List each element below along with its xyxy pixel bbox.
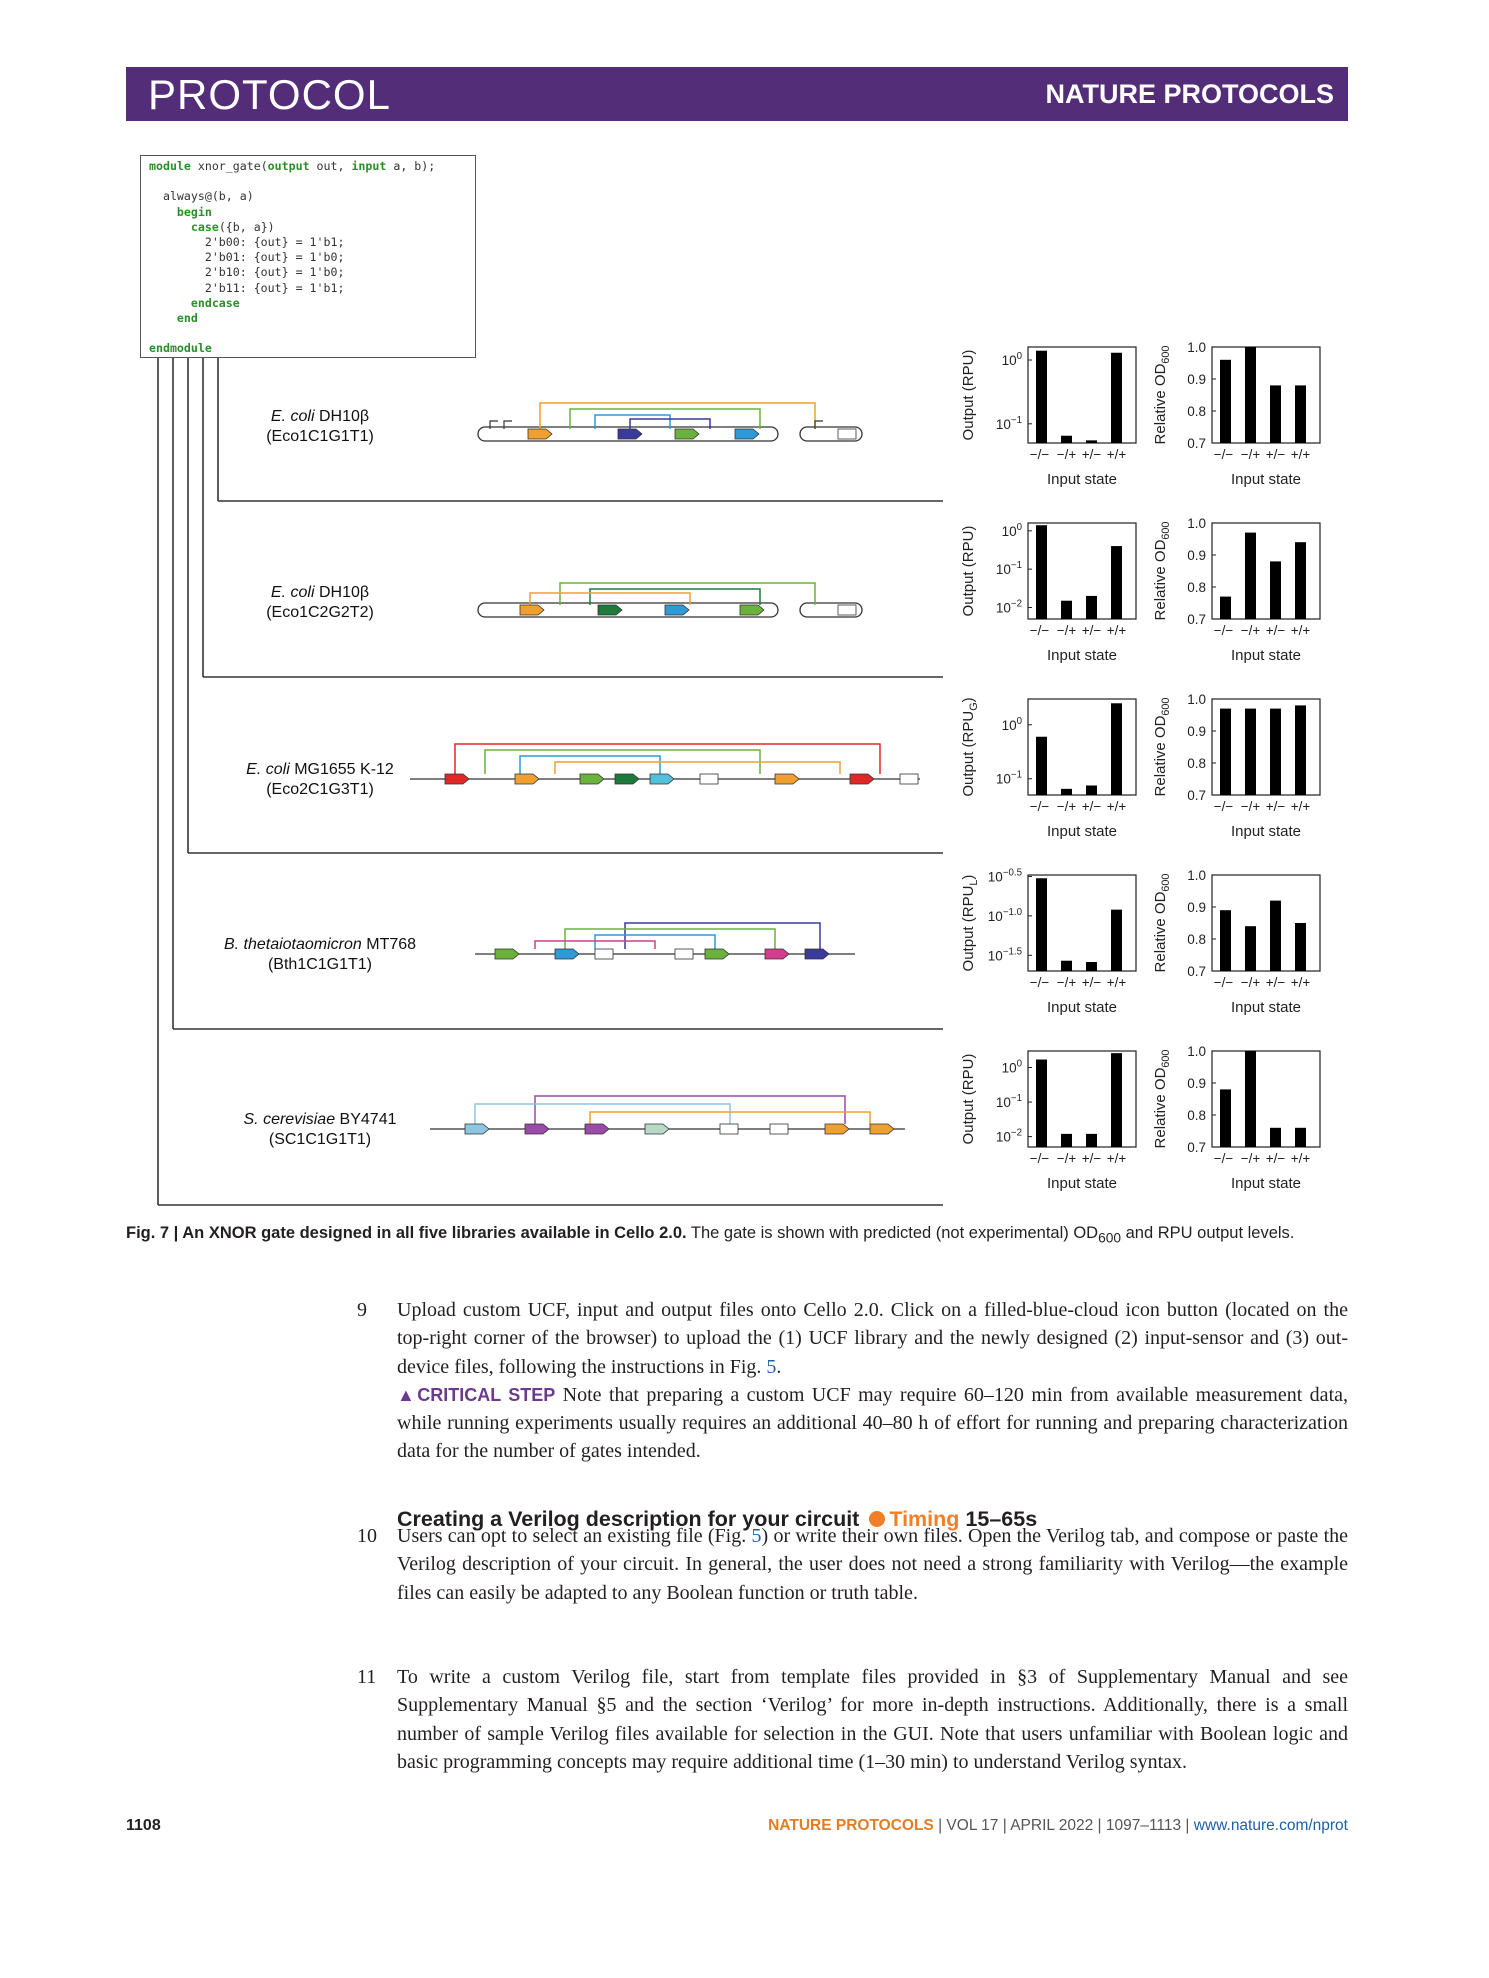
chart-bth1c1g1t1-od-ytick-label: 0.7 bbox=[1187, 964, 1206, 979]
chart-eco2c1g3t1-od-ytick-label: 1.0 bbox=[1187, 692, 1206, 707]
chart-eco2c1g3t1-od-xtick-label: −/+ bbox=[1240, 799, 1261, 814]
chart-sc1c1g1t1-output-xtick-label: −/− bbox=[1029, 1151, 1050, 1166]
chart-sc1c1g1t1-od-bar-2 bbox=[1270, 1128, 1281, 1147]
chart-eco1c2g2t2-od-bar-3 bbox=[1295, 542, 1306, 619]
chart-bth1c1g1t1-od-bar-0 bbox=[1220, 910, 1231, 971]
chart-eco1c2g2t2-output-bar-0 bbox=[1036, 525, 1047, 619]
code-line: end bbox=[176, 311, 198, 326]
chart-sc1c1g1t1-output-ylabel: Output (RPU) bbox=[960, 1053, 977, 1145]
chart-eco1c1g1t1-output-xtick-label: +/+ bbox=[1106, 447, 1127, 462]
chart-sc1c1g1t1-output-ytick-label: $10^{-2}$ bbox=[995, 1127, 1022, 1145]
chart-eco2c1g3t1-output-ytick-label: $10^{-1}$ bbox=[995, 769, 1022, 787]
chart-eco1c2g2t2-od-xtick-label: +/+ bbox=[1290, 623, 1311, 638]
chart-sc1c1g1t1-od-ytick-label: 0.9 bbox=[1187, 1076, 1206, 1091]
chart-eco1c1g1t1-od-bar-1 bbox=[1245, 347, 1256, 443]
chart-eco1c1g1t1-output-xtick-label: +/− bbox=[1081, 447, 1102, 462]
chart-eco2c1g3t1-od-bar-2 bbox=[1270, 709, 1281, 795]
chart-eco1c1g1t1-output-ytick-label: $10^0$ bbox=[1001, 351, 1022, 369]
chart-eco1c1g1t1-od-ylabel: Relative $OD_{600}$ bbox=[1152, 345, 1172, 445]
chart-eco1c1g1t1-output-xtick-label: −/+ bbox=[1056, 447, 1077, 462]
figure-caption: Fig. 7 | An XNOR gate designed in all five libraries available in Cello 2.0. The gate is shown with predicted (not experimental) $OD_{600}$ and RPU output levels. bbox=[126, 1224, 1295, 1246]
chart-eco1c1g1t1-output-bar-2 bbox=[1086, 440, 1097, 443]
chart-sc1c1g1t1-od-bar-3 bbox=[1295, 1128, 1306, 1147]
chart-bth1c1g1t1-output-bar-2 bbox=[1086, 962, 1097, 971]
library-label-1: E. coli DH10β (Eco1C1G1T1) bbox=[266, 408, 374, 445]
chart-bth1c1g1t1-od-ylabel: Relative $OD_{600}$ bbox=[1152, 873, 1172, 973]
chart-bth1c1g1t1-od-ytick-label: 0.8 bbox=[1187, 932, 1206, 947]
chart-eco1c2g2t2-od-xlabel: Input state bbox=[1230, 647, 1302, 664]
library-label-2: E. coli DH10β (Eco1C2G2T2) bbox=[266, 584, 374, 621]
chart-eco2c1g3t1-output-xtick-label: −/+ bbox=[1056, 799, 1077, 814]
section-heading: Creating a Verilog description for your circuit Timing 15–65s bbox=[397, 1507, 1038, 1531]
chart-eco2c1g3t1-output-xtick-label: +/+ bbox=[1106, 799, 1127, 814]
chart-eco1c1g1t1-od-xtick-label: −/− bbox=[1213, 447, 1234, 462]
code-line: 2'b01: {out} = 1'b0; bbox=[204, 250, 345, 265]
step-11: 11 To write a custom Verilog file, start from template files provided in §3 of Supplementary Manual and see Supplementary Manual §5 and the section ‘Verilog’ for more in-depth instructions. Additionally, there is a small number of sample Verilog files available for selection in the GUI. Note that users unfamiliar with Boolean logic and basic programming concepts may require additional time (1–30 min) to understand Verilog syntax. bbox=[357, 1666, 1348, 1773]
chart-sc1c1g1t1-od-xlabel: Input state bbox=[1230, 1175, 1302, 1192]
chart-bth1c1g1t1-output-xtick-label: −/− bbox=[1029, 975, 1050, 990]
chart-eco2c1g3t1-od-xtick-label: +/+ bbox=[1290, 799, 1311, 814]
chart-eco1c2g2t2-od-xtick-label: +/− bbox=[1265, 623, 1286, 638]
chart-sc1c1g1t1-od-bar-1 bbox=[1245, 1051, 1256, 1147]
critical-step-label: ▲CRITICAL STEP bbox=[397, 1384, 556, 1405]
chart-eco1c1g1t1-output-xlabel: Input state bbox=[1046, 471, 1118, 488]
chart-eco2c1g3t1-od-bar-3 bbox=[1295, 705, 1306, 795]
chart-eco2c1g3t1-output-ytick-label: $10^0$ bbox=[1001, 715, 1022, 733]
chart-eco1c2g2t2-output-bar-3 bbox=[1111, 546, 1122, 619]
chart-sc1c1g1t1-output-bar-0 bbox=[1036, 1060, 1047, 1147]
chart-sc1c1g1t1-od-bar-0 bbox=[1220, 1089, 1231, 1147]
chart-bth1c1g1t1-output-ytick-label: $10^{-1.0}$ bbox=[987, 906, 1022, 924]
chart-eco2c1g3t1-output-xtick-label: +/− bbox=[1081, 799, 1102, 814]
chart-eco1c1g1t1-od-xtick-label: −/+ bbox=[1240, 447, 1261, 462]
chart-eco1c1g1t1-output-ytick-label: $10^{-1}$ bbox=[995, 414, 1022, 432]
chart-eco1c2g2t2-od-xtick-label: −/+ bbox=[1240, 623, 1261, 638]
fig5-link[interactable]: 5 bbox=[766, 1355, 777, 1378]
chart-eco1c2g2t2-od-ytick-label: 1.0 bbox=[1187, 516, 1206, 531]
chart-eco1c2g2t2-output-xlabel: Input state bbox=[1046, 647, 1118, 664]
chart-bth1c1g1t1-output-bar-0 bbox=[1036, 878, 1047, 971]
chart-sc1c1g1t1-output-bar-3 bbox=[1111, 1053, 1122, 1147]
library-label-4: B. thetaiotaomicron MT768 (Bth1C1G1T1) bbox=[223, 936, 417, 973]
chart-eco1c2g2t2-od-bar-0 bbox=[1220, 597, 1231, 619]
footer-citation: NATURE PROTOCOLS | VOL 17 | APRIL 2022 | 1097–1113 | www.nature.com/nprot bbox=[768, 1817, 1348, 1834]
chart-eco2c1g3t1-output-xlabel: Input state bbox=[1046, 823, 1118, 840]
chart-sc1c1g1t1-output-xtick-label: +/− bbox=[1081, 1151, 1102, 1166]
fig5-link-2[interactable]: 5 bbox=[751, 1525, 762, 1547]
code-line: begin bbox=[176, 204, 212, 219]
chart-eco1c1g1t1-od-ytick-label: 1.0 bbox=[1187, 340, 1206, 355]
chart-eco1c2g2t2-od-bar-2 bbox=[1270, 561, 1281, 619]
code-line: endmodule bbox=[149, 341, 212, 356]
chart-eco1c1g1t1-od-bar-0 bbox=[1220, 360, 1231, 443]
chart-sc1c1g1t1-od-ylabel: Relative $OD_{600}$ bbox=[1152, 1049, 1172, 1149]
chart-eco1c2g2t2-od-ytick-label: 0.9 bbox=[1187, 548, 1206, 563]
chart-eco1c1g1t1-od-xtick-label: +/− bbox=[1265, 447, 1286, 462]
chart-eco1c2g2t2-output-bar-1 bbox=[1061, 601, 1072, 619]
chart-bth1c1g1t1-output-ylabel: Output $(RPU_L)$ bbox=[960, 874, 980, 972]
chart-bth1c1g1t1-od-ytick-label: 1.0 bbox=[1187, 868, 1206, 883]
code-line: module xnor_gate(output out, input a, b); bbox=[149, 159, 436, 173]
chart-eco2c1g3t1-output-bar-0 bbox=[1036, 737, 1047, 795]
chart-eco2c1g3t1-od-ytick-label: 0.8 bbox=[1187, 756, 1206, 771]
chart-eco1c2g2t2-output-xtick-label: −/+ bbox=[1056, 623, 1077, 638]
chart-eco2c1g3t1-output-ylabel: Output $(RPU_G)$ bbox=[960, 697, 980, 797]
chart-sc1c1g1t1-od-xtick-label: +/− bbox=[1265, 1151, 1286, 1166]
chart-eco2c1g3t1-od-xtick-label: +/− bbox=[1265, 799, 1286, 814]
chart-bth1c1g1t1-output-xtick-label: +/− bbox=[1081, 975, 1102, 990]
code-line: 2'b00: {out} = 1'b1; bbox=[204, 235, 345, 250]
chart-sc1c1g1t1-output-xtick-label: +/+ bbox=[1106, 1151, 1127, 1166]
chart-eco1c1g1t1-od-xtick-label: +/+ bbox=[1290, 447, 1311, 462]
chart-bth1c1g1t1-od-xtick-label: −/− bbox=[1213, 975, 1234, 990]
code-line: 2'b10: {out} = 1'b0; bbox=[204, 265, 345, 280]
chart-eco1c1g1t1-output-bar-3 bbox=[1111, 353, 1122, 443]
step-9: 9 Upload custom UCF, input and output files onto Cello 2.0. Click on a filled-blue-cloud icon button (located on the top-right corner of the browser) to upload the (1) UCF library and the newly designed (2) input-sensor and (3) out-device files, following the instructions in Fig. 5. ▲CRITICAL STEP Note that preparing a custom UCF may require 60–120 min from available measurement data, while running experiments usually requires an additional 40–80 h of effort for running and preparing characterization data for the number of gates intended. bbox=[357, 1299, 1348, 1463]
chart-eco1c1g1t1-od-bar-3 bbox=[1295, 385, 1306, 443]
chart-sc1c1g1t1-od-ytick-label: 1.0 bbox=[1187, 1044, 1206, 1059]
code-line: case({b, a}) bbox=[190, 219, 275, 234]
chart-bth1c1g1t1-output-bar-1 bbox=[1061, 961, 1072, 971]
chart-eco1c2g2t2-od-ytick-label: 0.7 bbox=[1187, 612, 1206, 627]
chart-eco1c2g2t2-output-ytick-label: $10^{-1}$ bbox=[995, 560, 1022, 578]
chart-bth1c1g1t1-od-xtick-label: +/+ bbox=[1290, 975, 1311, 990]
chart-bth1c1g1t1-od-bar-1 bbox=[1245, 926, 1256, 971]
chart-sc1c1g1t1-od-ytick-label: 0.7 bbox=[1187, 1140, 1206, 1155]
chart-bth1c1g1t1-output-xtick-label: +/+ bbox=[1106, 975, 1127, 990]
chart-eco2c1g3t1-od-ytick-label: 0.9 bbox=[1187, 724, 1206, 739]
code-line: endcase bbox=[190, 295, 240, 310]
chart-eco1c2g2t2-od-ylabel: Relative $OD_{600}$ bbox=[1152, 521, 1172, 621]
chart-eco1c2g2t2-output-xtick-label: +/− bbox=[1081, 623, 1102, 638]
chart-sc1c1g1t1-od-xtick-label: −/− bbox=[1213, 1151, 1234, 1166]
chart-eco1c1g1t1-od-ytick-label: 0.9 bbox=[1187, 372, 1206, 387]
chart-eco1c1g1t1-output-xtick-label: −/− bbox=[1029, 447, 1050, 462]
chart-sc1c1g1t1-output-xtick-label: −/+ bbox=[1056, 1151, 1077, 1166]
chart-sc1c1g1t1-output-ytick-label: $10^{-1}$ bbox=[995, 1093, 1022, 1111]
chart-sc1c1g1t1-output-bar-1 bbox=[1061, 1134, 1072, 1147]
chart-bth1c1g1t1-od-xlabel: Input state bbox=[1230, 999, 1302, 1016]
chart-eco1c2g2t2-od-xtick-label: −/− bbox=[1213, 623, 1234, 638]
chart-bth1c1g1t1-od-ytick-label: 0.9 bbox=[1187, 900, 1206, 915]
chart-bth1c1g1t1-output-xtick-label: −/+ bbox=[1056, 975, 1077, 990]
chart-eco2c1g3t1-output-bar-2 bbox=[1086, 785, 1097, 795]
chart-eco1c2g2t2-output-ylabel: Output (RPU) bbox=[960, 525, 977, 617]
journal-url-link[interactable]: www.nature.com/nprot bbox=[1193, 1817, 1348, 1834]
chart-bth1c1g1t1-od-xtick-label: −/+ bbox=[1240, 975, 1261, 990]
code-line: 2'b11: {out} = 1'b1; bbox=[204, 280, 345, 295]
library-label-3: E. coli MG1655 K-12 (Eco2C1G3T1) bbox=[246, 761, 394, 798]
chart-bth1c1g1t1-output-ytick-label: $10^{-0.5}$ bbox=[987, 867, 1022, 885]
chart-eco1c1g1t1-output-ylabel: Output (RPU) bbox=[960, 349, 977, 441]
chart-eco2c1g3t1-od-xlabel: Input state bbox=[1230, 823, 1302, 840]
chart-eco2c1g3t1-od-xtick-label: −/− bbox=[1213, 799, 1234, 814]
chart-sc1c1g1t1-output-ytick-label: $10^0$ bbox=[1001, 1058, 1022, 1076]
chart-bth1c1g1t1-od-bar-2 bbox=[1270, 901, 1281, 971]
chart-eco1c2g2t2-output-bar-2 bbox=[1086, 596, 1097, 619]
chart-eco2c1g3t1-od-ylabel: Relative $OD_{600}$ bbox=[1152, 697, 1172, 797]
chart-sc1c1g1t1-od-ytick-label: 0.8 bbox=[1187, 1108, 1206, 1123]
chart-eco2c1g3t1-output-bar-3 bbox=[1111, 703, 1122, 795]
chart-eco1c1g1t1-od-bar-2 bbox=[1270, 385, 1281, 443]
chart-eco1c2g2t2-output-ytick-label: $10^{-2}$ bbox=[995, 598, 1022, 616]
chart-eco1c2g2t2-output-xtick-label: +/+ bbox=[1106, 623, 1127, 638]
chart-bth1c1g1t1-output-xlabel: Input state bbox=[1046, 999, 1118, 1016]
chart-eco1c1g1t1-od-xlabel: Input state bbox=[1230, 471, 1302, 488]
chart-bth1c1g1t1-od-bar-3 bbox=[1295, 923, 1306, 971]
chart-bth1c1g1t1-output-ytick-label: $10^{-1.5}$ bbox=[987, 946, 1022, 964]
chart-eco2c1g3t1-od-ytick-label: 0.7 bbox=[1187, 788, 1206, 803]
step-10: 10 Users can opt to select an existing file (Fig. 5) or write their own files. Open the Verilog tab, and compose or paste the Verilog description of your circuit. In general, the user does not need a strong familiarity with Verilog—the example files can easily be adapted to any Boolean function or truth table. bbox=[357, 1525, 1348, 1604]
chart-bth1c1g1t1-output-bar-3 bbox=[1111, 910, 1122, 971]
chart-eco1c1g1t1-output-bar-0 bbox=[1036, 351, 1047, 443]
chart-sc1c1g1t1-output-xlabel: Input state bbox=[1046, 1175, 1118, 1192]
chart-eco2c1g3t1-od-bar-0 bbox=[1220, 709, 1231, 795]
chart-eco1c2g2t2-od-ytick-label: 0.8 bbox=[1187, 580, 1206, 595]
chart-eco2c1g3t1-od-bar-1 bbox=[1245, 709, 1256, 795]
library-label-5: S. cerevisiae BY4741 (SC1C1G1T1) bbox=[243, 1111, 397, 1148]
chart-eco1c1g1t1-output-bar-1 bbox=[1061, 436, 1072, 443]
chart-eco1c1g1t1-od-ytick-label: 0.7 bbox=[1187, 436, 1206, 451]
chart-eco2c1g3t1-output-xtick-label: −/− bbox=[1029, 799, 1050, 814]
page-number: 1108 bbox=[126, 1817, 161, 1834]
chart-eco1c2g2t2-od-bar-1 bbox=[1245, 533, 1256, 619]
chart-eco1c1g1t1-od-ytick-label: 0.8 bbox=[1187, 404, 1206, 419]
chart-eco2c1g3t1-output-bar-1 bbox=[1061, 789, 1072, 795]
chart-sc1c1g1t1-output-bar-2 bbox=[1086, 1134, 1097, 1147]
chart-sc1c1g1t1-od-xtick-label: +/+ bbox=[1290, 1151, 1311, 1166]
section-label: PROTOCOL bbox=[148, 71, 391, 118]
code-line: always@(b, a) bbox=[162, 189, 254, 204]
chart-eco1c2g2t2-output-xtick-label: −/− bbox=[1029, 623, 1050, 638]
chart-eco1c2g2t2-output-ytick-label: $10^0$ bbox=[1001, 521, 1022, 539]
journal-name: NATURE PROTOCOLS bbox=[1045, 79, 1334, 109]
chart-bth1c1g1t1-od-xtick-label: +/− bbox=[1265, 975, 1286, 990]
chart-sc1c1g1t1-od-xtick-label: −/+ bbox=[1240, 1151, 1261, 1166]
